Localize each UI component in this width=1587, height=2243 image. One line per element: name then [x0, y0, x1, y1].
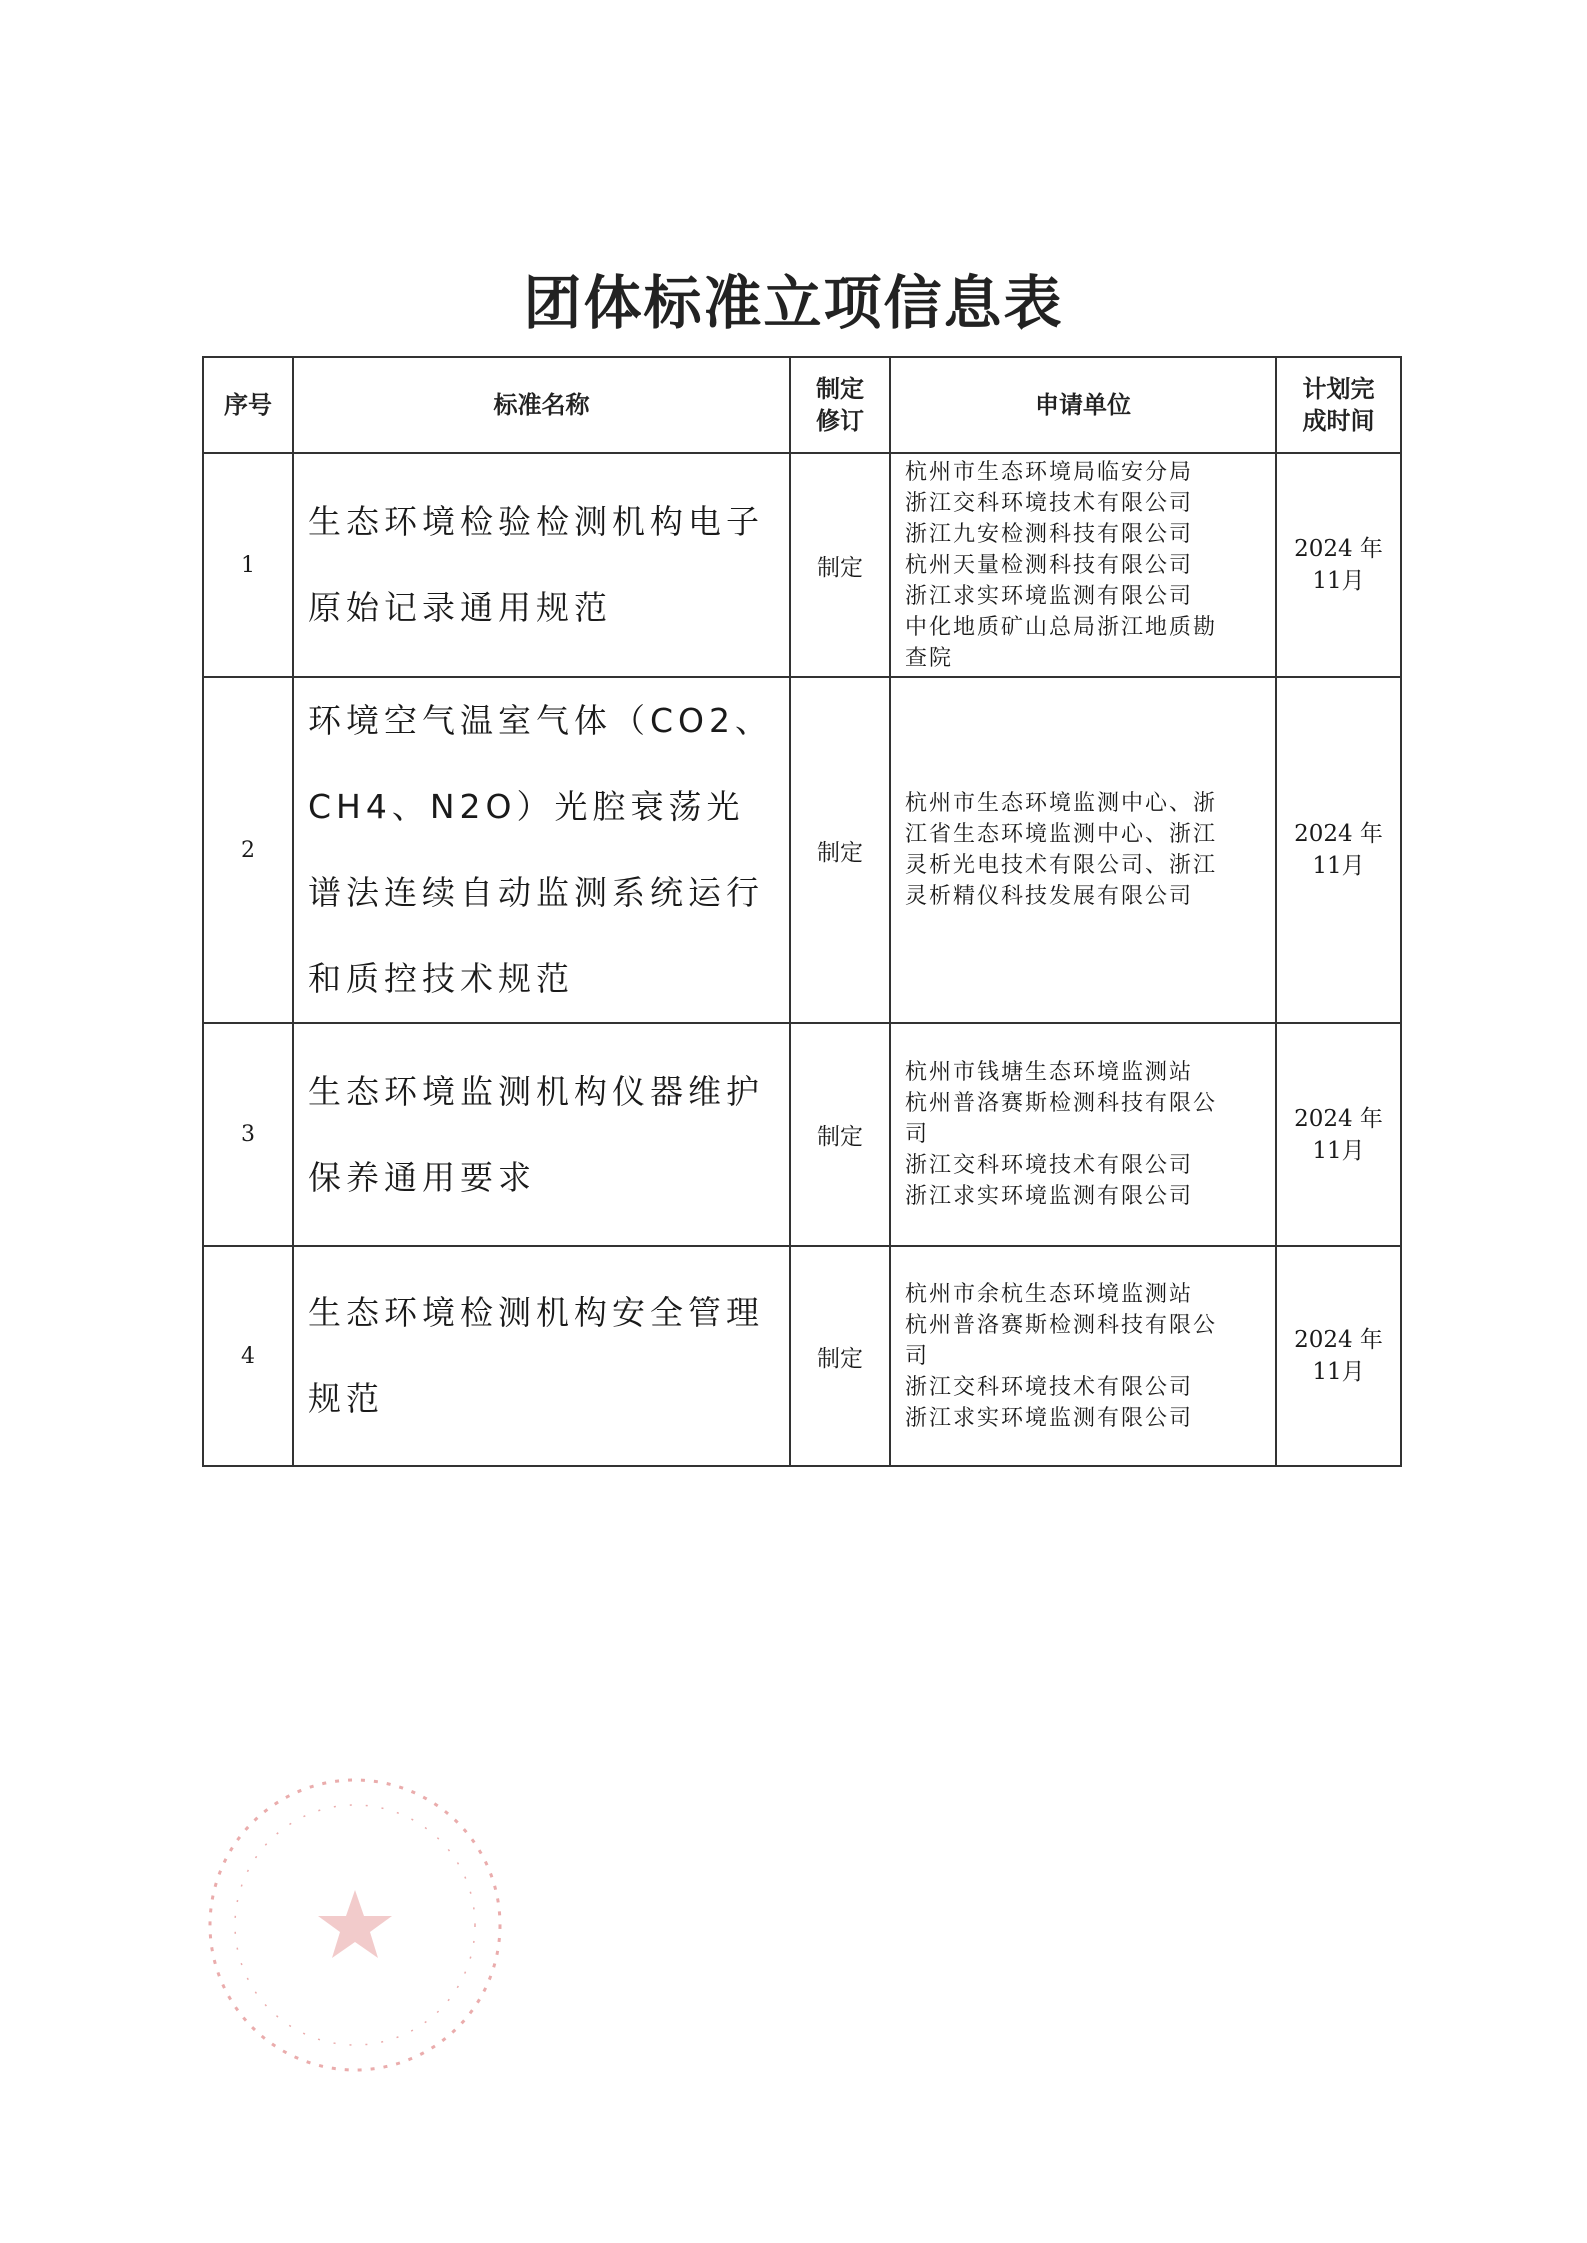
date-month: 11月: [1312, 1359, 1365, 1385]
completion-date: [1276, 453, 1401, 677]
revision-type: 制定: [790, 453, 890, 677]
header-type: [790, 357, 890, 453]
applicant-line: 中化地质矿山总局浙江地质勘: [905, 614, 1218, 640]
applicant-line: 杭州普洛赛斯检测科技有限公: [905, 1312, 1218, 1338]
header-applicant: 申请单位: [890, 357, 1276, 453]
date-month: 11月: [1312, 853, 1365, 879]
applicant-line: 浙江求实环境监测有限公司: [905, 583, 1194, 609]
table-row: [203, 1023, 1401, 1246]
standard-name: 生态环境监测机构仪器维护保养通用要求: [293, 1023, 790, 1246]
applicant-line: 浙江交科环境技术有限公司: [905, 1374, 1194, 1400]
applicant-line: 浙江求实环境监测有限公司: [905, 1184, 1194, 1209]
header-date-line1: 计划完: [1302, 375, 1375, 403]
applicant-line: 灵析精仪科技发展有限公司: [905, 884, 1194, 909]
completion-date: [1276, 677, 1401, 1023]
row-index: 4: [203, 1246, 293, 1466]
row-index: 3: [203, 1023, 293, 1246]
page-title: 团体标准立项信息表: [523, 269, 1064, 337]
applicant-line: 浙江交科环境技术有限公司: [905, 1153, 1194, 1178]
header-date: [1276, 357, 1401, 453]
applicant-line: 查院: [905, 645, 954, 671]
date-year: 2024 年: [1294, 1105, 1383, 1132]
applicant-line: 司: [905, 1343, 930, 1369]
table-row: [203, 1246, 1401, 1466]
standard-name: 环境空气温室气体（CO2、CH4、N2O）光腔衰荡光谱法连续自动监测系统运行和质控技术规范: [293, 677, 790, 1023]
standards-table: [202, 356, 1402, 1467]
applicant-list: [890, 1246, 1276, 1466]
applicant-list: [890, 1023, 1276, 1246]
faded-seal-stamp: [200, 1770, 510, 2080]
completion-date: [1276, 1246, 1401, 1466]
row-index: 2: [203, 677, 293, 1023]
applicant-line: 浙江九安检测科技有限公司: [905, 521, 1194, 547]
header-type-line1: 制定: [816, 375, 864, 403]
applicant-line: 杭州天量检测科技有限公司: [905, 552, 1194, 578]
header-name: 标准名称: [293, 357, 790, 453]
header-row: [203, 357, 1401, 453]
revision-type: 制定: [790, 677, 890, 1023]
applicant-line: 浙江交科环境技术有限公司: [905, 490, 1194, 516]
date-month: 11月: [1312, 1137, 1365, 1164]
applicant-line: 杭州市生态环境局临安分局: [905, 459, 1194, 485]
applicant-line: 杭州市钱塘生态环境监测站: [905, 1060, 1194, 1085]
date-year: 2024 年: [1294, 821, 1383, 847]
applicant-line: 杭州市余杭生态环境监测站: [905, 1281, 1194, 1307]
applicant-line: 杭州普洛赛斯检测科技有限公: [905, 1091, 1218, 1116]
applicant-line: 杭州市生态环境监测中心、浙: [905, 791, 1218, 816]
applicant-line: 灵析光电技术有限公司、浙江: [905, 853, 1218, 878]
applicant-line: 浙江求实环境监测有限公司: [905, 1405, 1194, 1431]
standard-name: 生态环境检验检测机构电子原始记录通用规范: [293, 453, 790, 677]
date-year: 2024 年: [1294, 1327, 1383, 1353]
applicant-line: 江省生态环境监测中心、浙江: [905, 822, 1218, 847]
row-index: 1: [203, 453, 293, 677]
table-row: [203, 453, 1401, 677]
applicant-list: [890, 677, 1276, 1023]
table-row: [203, 677, 1401, 1023]
revision-type: 制定: [790, 1023, 890, 1246]
header-type-line2: 修订: [816, 407, 864, 435]
header-date-line2: 成时间: [1302, 407, 1375, 435]
applicant-line: 司: [905, 1122, 930, 1147]
applicant-list: [890, 453, 1276, 677]
date-month: 11月: [1312, 568, 1365, 594]
completion-date: [1276, 1023, 1401, 1246]
revision-type: 制定: [790, 1246, 890, 1466]
date-year: 2024 年: [1294, 536, 1383, 562]
header-index: 序号: [203, 357, 293, 453]
standard-name: 生态环境检测机构安全管理规范: [293, 1246, 790, 1466]
